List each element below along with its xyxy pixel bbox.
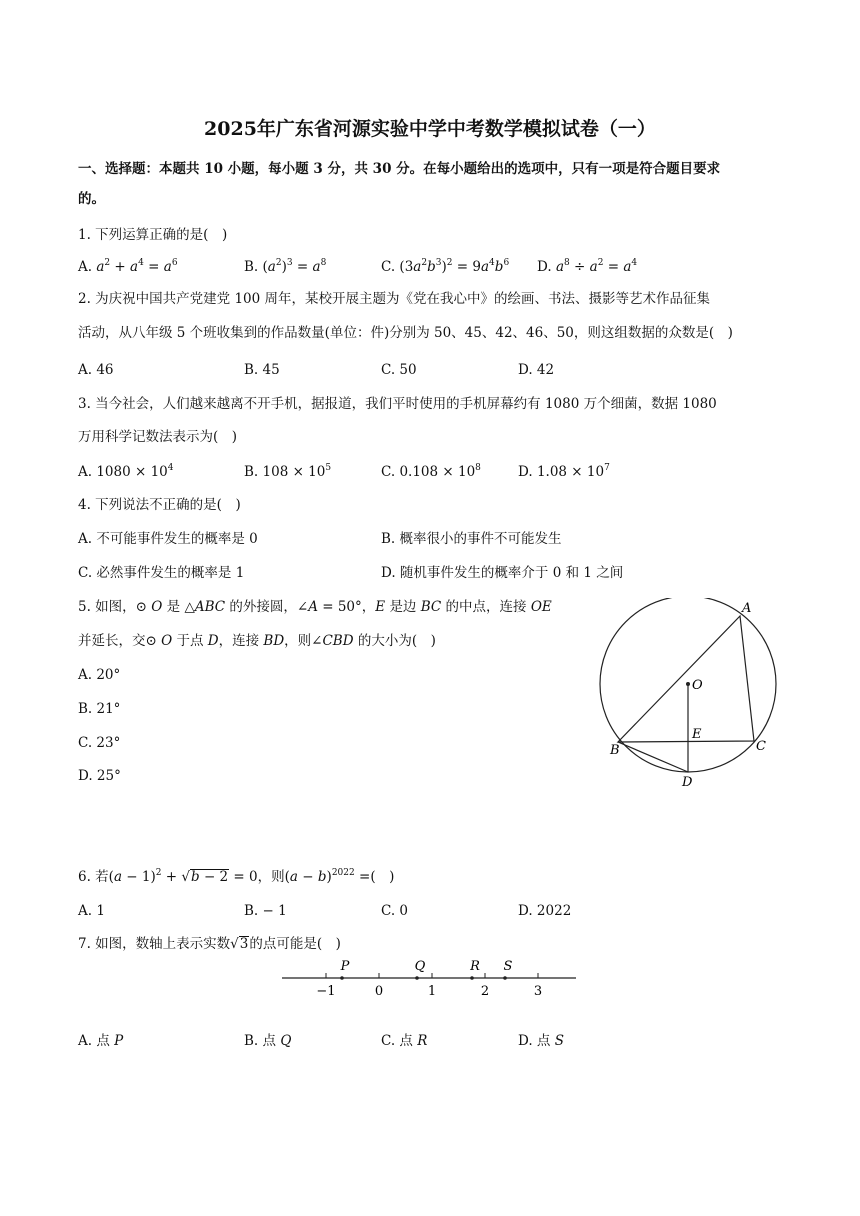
q1-stem: 1. 下列运算正确的是( ) [78, 227, 228, 243]
axis-tick-label: 2 [480, 984, 490, 999]
q7-option-b: B. 点 Q [244, 1033, 292, 1049]
center-point-o [686, 682, 690, 686]
axis-tick-label: 1 [427, 984, 437, 999]
axis-point-label: R [470, 959, 480, 974]
q2-stem-line1: 2. 为庆祝中国共产党建党 100 周年，某校开展主题为《党在我心中》的绘画、书法、摄影等艺术作品征集 [78, 291, 711, 307]
q7-option-c: C. 点 R [381, 1033, 428, 1049]
q6-option-a: A. 1 [78, 903, 105, 919]
q4-option-d: D. 随机事件发生的概率介于 0 和 1 之间 [381, 565, 624, 581]
label-b: B [610, 743, 620, 758]
axis-point [340, 976, 344, 980]
q2-option-c: C. 50 [381, 362, 417, 378]
label-e: E [692, 727, 702, 742]
axis-point [503, 976, 507, 980]
q7-option-a: A. 点 P [78, 1033, 124, 1049]
q1-option-c: C. $(3a^2b^3)^2 = 9a^4b^6$ [381, 258, 510, 275]
axis-tick-label: 0 [374, 984, 384, 999]
q3-option-b: B. $108 \times 10^5$ [244, 463, 332, 480]
axis-point-label: P [340, 959, 350, 974]
q7-option-d: D. 点 S [518, 1033, 564, 1049]
q3-stem-line1: 3. 当今社会，人们越来越离不开手机，据报道，我们平时使用的手机屏幕约有 1080 万个细菌，数据 1080 [78, 396, 717, 412]
q5-option-a: A. 20° [78, 667, 121, 683]
q6-option-b: B. − 1 [244, 903, 287, 919]
q4-stem: 4. 下列说法不正确的是( ) [78, 497, 241, 513]
q1-option-d: D. $a^8 \div a^2 = a^4$ [537, 258, 638, 275]
q2-stem-line2: 活动，从八年级 5 个班收集到的作品数量(单位：件)分别为 50、45、42、46、50，则这组数据的众数是( ) [78, 325, 733, 341]
label-c: C [756, 739, 766, 754]
q7-stem: 7. 如图，数轴上表示实数√3的点可能是( ) [78, 936, 341, 952]
q4-option-a: A. 不可能事件发生的概率是 0 [78, 531, 258, 547]
segment-bd [618, 742, 688, 772]
q6-option-c: C. 0 [381, 903, 409, 919]
q3-stem-line2: 万用科学记数法表示为( ) [78, 429, 238, 445]
q3-option-c: C. $0.108 \times 10^8$ [381, 463, 481, 480]
q5-stem-line2: 并延长，交⊙ O 于点 D，连接 BD，则∠CBD 的大小为( ) [78, 633, 436, 649]
q4-option-b: B. 概率很小的事件不可能发生 [381, 531, 562, 547]
axis-point-label: Q [414, 959, 426, 974]
q6-option-d: D. 2022 [518, 903, 572, 919]
q2-option-d: D. 42 [518, 362, 555, 378]
q3-option-d: D. $1.08 \times 10^7$ [518, 463, 610, 480]
axis-tick-label: 3 [533, 984, 543, 999]
label-a: A [742, 601, 752, 616]
triangle-abc [618, 616, 754, 742]
q1-option-b: B. $(a^2)^3 = a^8$ [244, 258, 327, 275]
axis-point [470, 976, 474, 980]
axis-point [415, 976, 419, 980]
label-o: O [692, 678, 703, 693]
q5-option-b: B. 21° [78, 701, 121, 717]
q5-option-d: D. 25° [78, 768, 121, 784]
label-d: D [682, 775, 693, 790]
q5-stem-line1: 5. 如图，⊙ O 是 △ABC 的外接圆，∠A = 50°，E 是边 BC 的中点，连接 OE [78, 599, 552, 615]
axis-point-label: S [503, 959, 513, 974]
section-heading-line1: 一、选择题：本题共 10 小题，每小题 3 分，共 30 分。在每小题给出的选项中，只有一项是符合题目要求 [78, 161, 721, 177]
section-heading-line2: 的。 [78, 191, 105, 207]
q2-option-b: B. 45 [244, 362, 280, 378]
axis-tick-label: −1 [316, 984, 336, 999]
q6-stem: 6. 若$(a - 1)^2 + √b - 2 = 0$，则$(a - b)^{2022}$ =( ) [78, 868, 395, 885]
q3-option-a: A. $1080 \times 10^4$ [78, 463, 174, 480]
number-line-figure [278, 956, 582, 1000]
q5-option-c: C. 23° [78, 735, 121, 751]
q1-option-a: A. $a^2 + a^4 = a^6$ [78, 258, 178, 275]
q4-option-c: C. 必然事件发生的概率是 1 [78, 565, 245, 581]
exam-title: 2025年广东省河源实验中学中考数学模拟试卷（一） [204, 118, 656, 140]
q2-option-a: A. 46 [78, 362, 114, 378]
q5-circle-figure [596, 598, 786, 792]
